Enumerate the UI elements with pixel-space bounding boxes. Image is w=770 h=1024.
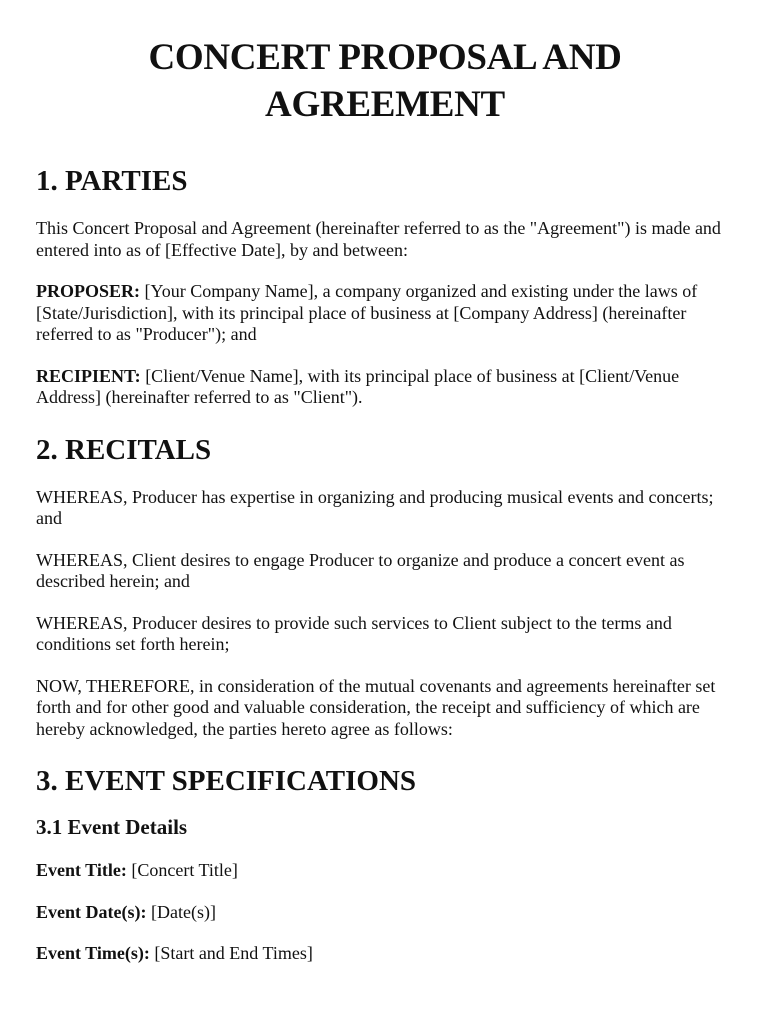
recipient-text: [Client/Venue Name], with its principal place of business at [Client/Venue Address] (hereinafter referred to as "Client"). — [36, 365, 680, 407]
recipient-paragraph — [36, 366, 734, 409]
document-title — [36, 34, 734, 128]
proposer-paragraph — [36, 281, 734, 346]
event-times-value: [Start and End Times] — [149, 943, 313, 963]
section-heading-parties: 1. PARTIES — [36, 165, 188, 197]
event-dates-field — [36, 902, 734, 924]
subheading-event-details: 3.1 Event Details — [36, 815, 188, 839]
event-title-value: [Concert Title] — [126, 860, 238, 880]
whereas-paragraph-2: WHEREAS, Client desires to engage Producer to organize and produce a concert event as described herein; and — [36, 549, 685, 591]
now-therefore-paragraph: NOW, THEREFORE, in consideration of the mutual covenants and agreements hereinafter set forth and for other good and valuable consideration, the receipt and sufficiency of which are hereby acknowledged, the parties hereto agree as follows: — [36, 675, 716, 739]
section-heading-event-specifications: 3. EVENT SPECIFICATIONS — [36, 765, 417, 797]
document-title-line-2: AGREEMENT — [265, 84, 505, 125]
event-title-label: Event Title: — [36, 860, 127, 880]
parties-intro-paragraph: This Concert Proposal and Agreement (hereinafter referred to as the "Agreement") is made and entered into as of [Effective Date], by and between: — [36, 218, 721, 260]
whereas-paragraph-3: WHEREAS, Producer desires to provide such services to Client subject to the terms and conditions set forth herein; — [36, 612, 672, 654]
event-dates-label: Event Date(s): — [36, 901, 147, 922]
event-title-field — [36, 860, 734, 882]
event-times-label: Event Time(s): — [36, 943, 150, 963]
proposer-label: PROPOSER: — [36, 281, 141, 301]
whereas-paragraph-1: WHEREAS, Producer has expertise in organizing and producing musical events and concerts; and — [36, 486, 714, 528]
document-title-line-1: CONCERT PROPOSAL AND — [148, 37, 622, 78]
proposer-text: [Your Company Name], a company organized and existing under the laws of [State/Jurisdiction], with its principal place of business at [Company Address] (hereinafter referred to as "Producer"); and — [36, 281, 698, 344]
event-times-field — [36, 943, 734, 965]
recipient-label: RECIPIENT: — [36, 365, 141, 386]
section-heading-recitals: 2. RECITALS — [36, 433, 212, 466]
event-dates-value: [Date(s)] — [146, 901, 216, 922]
